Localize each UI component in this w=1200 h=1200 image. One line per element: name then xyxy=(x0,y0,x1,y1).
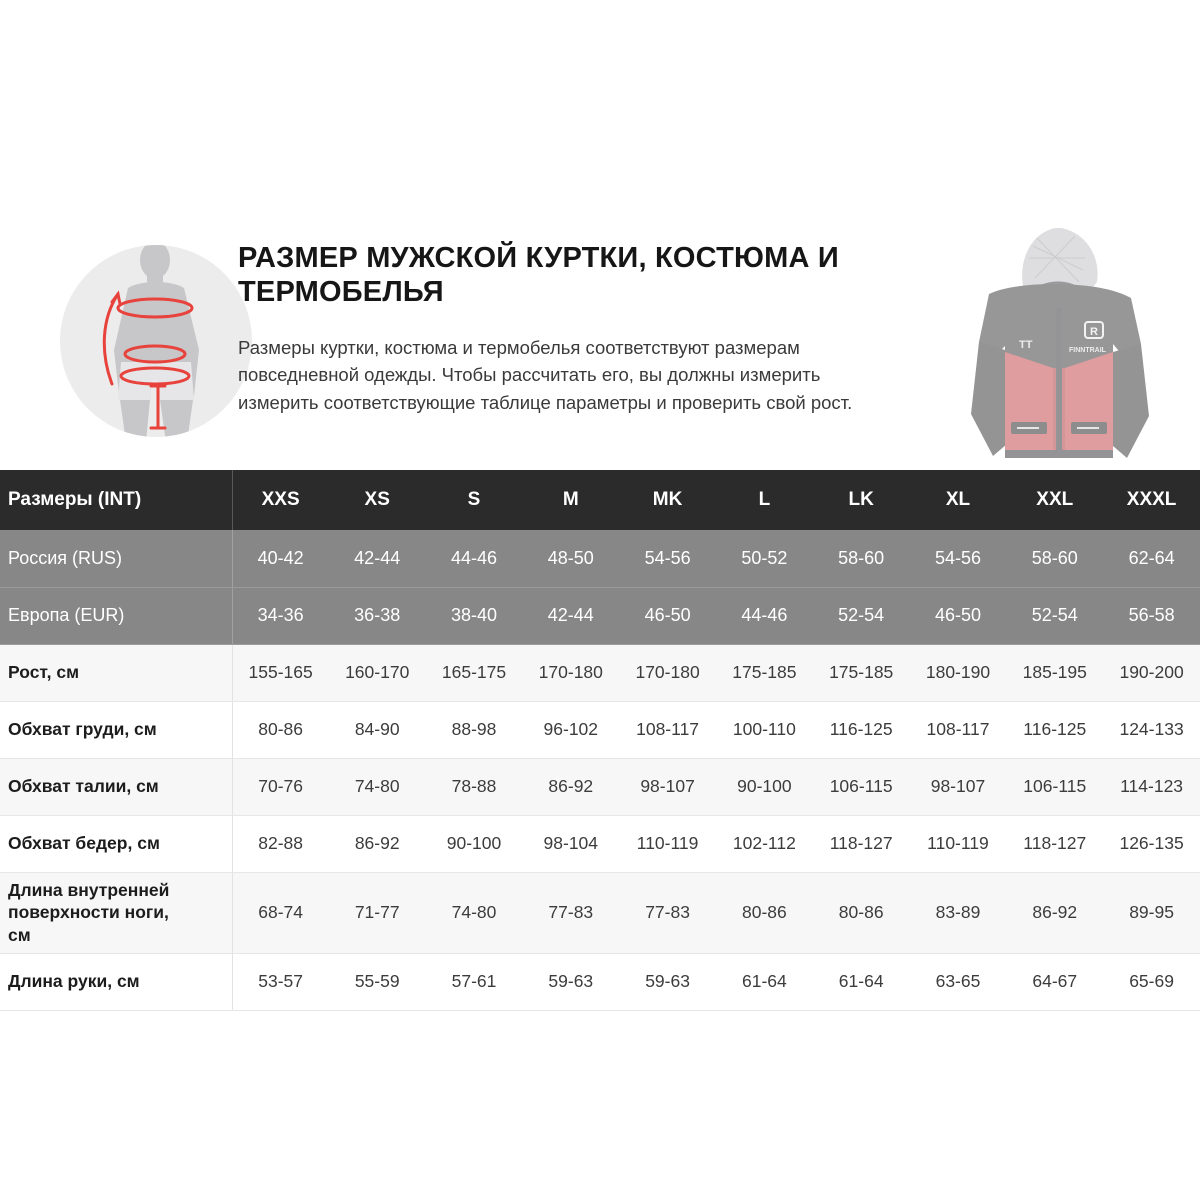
size-value-cell: 52-54 xyxy=(1006,587,1103,644)
size-value-cell: 175-185 xyxy=(716,644,813,701)
measure-row xyxy=(0,758,1200,815)
size-value-cell: 100-110 xyxy=(716,701,813,758)
size-value-cell: 59-63 xyxy=(522,953,619,1010)
size-value-cell: 46-50 xyxy=(619,587,716,644)
size-value-cell: 77-83 xyxy=(522,872,619,953)
measure-row xyxy=(0,701,1200,758)
size-column-header: M xyxy=(522,470,619,530)
size-value-cell: 110-119 xyxy=(619,815,716,872)
size-value-cell: 106-115 xyxy=(1006,758,1103,815)
size-value-cell: 40-42 xyxy=(232,530,329,587)
size-value-cell: 118-127 xyxy=(1006,815,1103,872)
size-value-cell: 155-165 xyxy=(232,644,329,701)
size-column-header: XXS xyxy=(232,470,329,530)
size-value-cell: 102-112 xyxy=(716,815,813,872)
size-value-cell: 124-133 xyxy=(1103,701,1200,758)
size-value-cell: 83-89 xyxy=(910,872,1007,953)
size-column-header: L xyxy=(716,470,813,530)
size-value-cell: 90-100 xyxy=(716,758,813,815)
jacket-photo xyxy=(933,222,1185,475)
size-value-cell: 61-64 xyxy=(813,953,910,1010)
size-value-cell: 36-38 xyxy=(329,587,426,644)
size-value-cell: 98-104 xyxy=(522,815,619,872)
size-value-cell: 110-119 xyxy=(910,815,1007,872)
size-value-cell: 80-86 xyxy=(232,701,329,758)
size-value-cell: 86-92 xyxy=(329,815,426,872)
row-label: Рост, см xyxy=(0,644,232,701)
size-value-cell: 38-40 xyxy=(426,587,523,644)
page-title: РАЗМЕР МУЖСКОЙ КУРТКИ, КОСТЮМА И ТЕРМОБЕЛЬЯ xyxy=(238,242,839,308)
size-value-cell: 44-46 xyxy=(426,530,523,587)
size-value-cell: 74-80 xyxy=(426,872,523,953)
size-value-cell: 80-86 xyxy=(716,872,813,953)
size-value-cell: 86-92 xyxy=(1006,872,1103,953)
size-value-cell: 82-88 xyxy=(232,815,329,872)
size-column-header: XS xyxy=(329,470,426,530)
size-value-cell: 108-117 xyxy=(619,701,716,758)
size-column-header: XXXL xyxy=(1103,470,1200,530)
size-value-cell: 114-123 xyxy=(1103,758,1200,815)
row-label: Обхват талии, см xyxy=(0,758,232,815)
size-value-cell: 96-102 xyxy=(522,701,619,758)
size-value-cell: 44-46 xyxy=(716,587,813,644)
size-value-cell: 57-61 xyxy=(426,953,523,1010)
region-row xyxy=(0,530,1200,587)
size-value-cell: 90-100 xyxy=(426,815,523,872)
size-value-cell: 64-67 xyxy=(1006,953,1103,1010)
size-value-cell: 116-125 xyxy=(1006,701,1103,758)
size-value-cell: 71-77 xyxy=(329,872,426,953)
size-value-cell: 52-54 xyxy=(813,587,910,644)
size-value-cell: 74-80 xyxy=(329,758,426,815)
size-value-cell: 180-190 xyxy=(910,644,1007,701)
size-value-cell: 160-170 xyxy=(329,644,426,701)
size-value-cell: 98-107 xyxy=(910,758,1007,815)
svg-text:R: R xyxy=(1090,326,1098,338)
size-table xyxy=(0,470,1200,1011)
size-value-cell: 165-175 xyxy=(426,644,523,701)
size-value-cell: 53-57 xyxy=(232,953,329,1010)
size-column-header: S xyxy=(426,470,523,530)
size-value-cell: 62-64 xyxy=(1103,530,1200,587)
table-corner-label: Размеры (INT) xyxy=(0,470,232,530)
size-column-header: LK xyxy=(813,470,910,530)
page-description: Размеры куртки, костюма и термобелья соответствуют размерам повседневной одежды. Чтобы рассчитать его, вы должны измерить измерить соответствующие таблице параметры и проверить свой рост. xyxy=(238,336,853,413)
measurement-figure-icon xyxy=(58,238,254,444)
measure-row xyxy=(0,815,1200,872)
table-header-row xyxy=(0,470,1200,530)
size-value-cell: 126-135 xyxy=(1103,815,1200,872)
row-label: Длина внутренней поверхности ноги, см xyxy=(0,872,232,953)
measure-row xyxy=(0,644,1200,701)
size-value-cell: 54-56 xyxy=(910,530,1007,587)
size-value-cell: 98-107 xyxy=(619,758,716,815)
jacket-image-icon xyxy=(933,222,1185,470)
size-value-cell: 56-58 xyxy=(1103,587,1200,644)
size-value-cell: 86-92 xyxy=(522,758,619,815)
size-value-cell: 106-115 xyxy=(813,758,910,815)
size-value-cell: 58-60 xyxy=(813,530,910,587)
row-label: Длина руки, см xyxy=(0,953,232,1010)
size-value-cell: 175-185 xyxy=(813,644,910,701)
size-value-cell: 61-64 xyxy=(716,953,813,1010)
size-value-cell: 42-44 xyxy=(522,587,619,644)
size-value-cell: 54-56 xyxy=(619,530,716,587)
size-value-cell: 170-180 xyxy=(522,644,619,701)
size-value-cell: 70-76 xyxy=(232,758,329,815)
region-row xyxy=(0,587,1200,644)
measure-row xyxy=(0,872,1200,953)
svg-text:TT: TT xyxy=(1019,339,1033,351)
size-value-cell: 65-69 xyxy=(1103,953,1200,1010)
measure-row xyxy=(0,953,1200,1010)
size-value-cell: 34-36 xyxy=(232,587,329,644)
size-value-cell: 80-86 xyxy=(813,872,910,953)
size-value-cell: 42-44 xyxy=(329,530,426,587)
size-value-cell: 48-50 xyxy=(522,530,619,587)
size-value-cell: 88-98 xyxy=(426,701,523,758)
size-value-cell: 84-90 xyxy=(329,701,426,758)
size-value-cell: 58-60 xyxy=(1006,530,1103,587)
size-value-cell: 116-125 xyxy=(813,701,910,758)
size-value-cell: 50-52 xyxy=(716,530,813,587)
size-value-cell: 170-180 xyxy=(619,644,716,701)
svg-text:FINNTRAIL: FINNTRAIL xyxy=(1069,347,1106,354)
row-label: Россия (RUS) xyxy=(0,530,232,587)
size-value-cell: 185-195 xyxy=(1006,644,1103,701)
body-measurement-diagram xyxy=(58,238,254,449)
size-value-cell: 77-83 xyxy=(619,872,716,953)
size-value-cell: 108-117 xyxy=(910,701,1007,758)
size-value-cell: 46-50 xyxy=(910,587,1007,644)
size-column-header: MK xyxy=(619,470,716,530)
row-label: Европа (EUR) xyxy=(0,587,232,644)
size-value-cell: 63-65 xyxy=(910,953,1007,1010)
size-value-cell: 55-59 xyxy=(329,953,426,1010)
size-value-cell: 190-200 xyxy=(1103,644,1200,701)
size-column-header: XXL xyxy=(1006,470,1103,530)
row-label: Обхват бедер, см xyxy=(0,815,232,872)
row-label: Обхват груди, см xyxy=(0,701,232,758)
size-column-header: XL xyxy=(910,470,1007,530)
size-value-cell: 59-63 xyxy=(619,953,716,1010)
size-value-cell: 118-127 xyxy=(813,815,910,872)
intro-block xyxy=(238,242,928,416)
size-value-cell: 78-88 xyxy=(426,758,523,815)
size-value-cell: 89-95 xyxy=(1103,872,1200,953)
size-value-cell: 68-74 xyxy=(232,872,329,953)
